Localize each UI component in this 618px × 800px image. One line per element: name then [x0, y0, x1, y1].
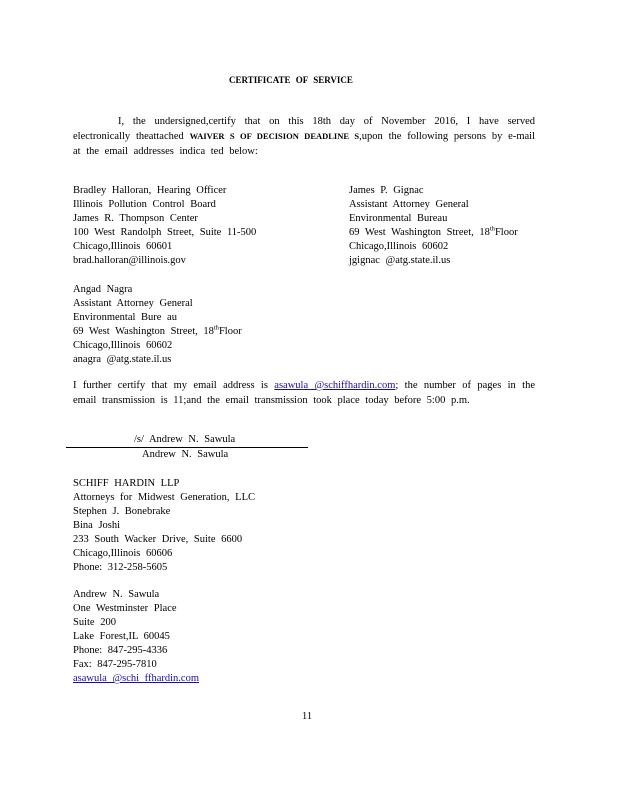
contact-phone: Phone: 847-295-4336 — [73, 645, 168, 656]
contact-block — [73, 588, 213, 686]
firm-line: Stephen J. Bonebrake — [73, 506, 171, 517]
firm-name: SCHIFF HARDIN LLP — [73, 478, 180, 489]
recipient-gignac — [349, 184, 518, 268]
address-line: James R. Thompson Center — [73, 213, 198, 224]
firm-phone: Phone: 312-258-5605 — [73, 562, 168, 573]
recipient-halloran — [73, 184, 256, 268]
address-line: James P. Gignac — [349, 185, 424, 196]
certify-text: I further certify that my email address is — [73, 380, 268, 391]
contact-line: One Westminster Place — [73, 603, 177, 614]
document-title: WAIVER S OF DECISION DEADLINE S — [189, 131, 360, 141]
address-line — [349, 226, 518, 240]
page-number: 11 — [302, 711, 313, 722]
address-line: Environmental Bureau — [349, 213, 448, 224]
ordinal-suffix: th — [213, 324, 219, 332]
firm-line: Bina Joshi — [73, 520, 121, 531]
firm-line: Attorneys for Midwest Generation, LLC — [73, 492, 256, 503]
contact-line: Lake Forest,IL 60045 — [73, 631, 170, 642]
signer-name: Andrew N. Sawula — [142, 449, 229, 460]
signature-line — [66, 447, 308, 448]
certify-paragraph — [73, 378, 535, 408]
firm-line: Chicago,Illinois 60606 — [73, 548, 173, 559]
floor-word: Floor — [218, 326, 242, 337]
ordinal-suffix: th — [489, 225, 495, 233]
page-title: CERTIFICATE OF SERVICE — [229, 75, 353, 85]
contact-email-link[interactable]: asawula @schi ffhardin.com — [73, 673, 199, 684]
email-line: anagra @atg.state.il.us — [73, 354, 172, 365]
email-line: jgignac @atg.state.il.us — [349, 255, 451, 266]
email-line: brad.halloran@illinois.gov — [73, 255, 186, 266]
signature-text: /s/ Andrew N. Sawula — [134, 434, 236, 445]
address-line: Assistant Attorney General — [73, 298, 193, 309]
contact-line: Andrew N. Sawula — [73, 589, 160, 600]
intro-text: I, the undersigned,certify that on this 18th day of November 2016, I have served electronically theattached — [73, 116, 535, 142]
intro-text-continued: ,upon the following persons by e-mail at the email addresses indica ted below: — [73, 131, 535, 157]
intro-paragraph — [73, 114, 535, 159]
address-line: Chicago,Illinois 60602 — [73, 340, 173, 351]
floor-word: Floor — [494, 227, 518, 238]
address-line: Chicago,Illinois 60601 — [73, 241, 173, 252]
address-line: Angad Nagra — [73, 284, 133, 295]
recipient-nagra — [73, 283, 242, 367]
email-link[interactable]: asawula @schiffhardin.com — [274, 380, 396, 391]
firm-line: 233 South Wacker Drive, Suite 6600 — [73, 534, 243, 545]
address-line — [73, 325, 242, 339]
address-line: Environmental Bure au — [73, 312, 177, 323]
firm-block — [73, 477, 255, 575]
address-line: Illinois Pollution Control Board — [73, 199, 216, 210]
street-address: 69 West Washington Street, 18 — [73, 326, 214, 337]
address-line: Bradley Halloran, Hearing Officer — [73, 185, 227, 196]
address-line: Chicago,Illinois 60602 — [349, 241, 449, 252]
street-address: 69 West Washington Street, 18 — [349, 227, 490, 238]
contact-fax: Fax: 847-295-7810 — [73, 659, 157, 670]
contact-line: Suite 200 — [73, 617, 116, 628]
address-line: 100 West Randolph Street, Suite 11-500 — [73, 227, 257, 238]
address-line: Assistant Attorney General — [349, 199, 469, 210]
certify-text-continued: ; the number of pages in the email transmission is 11;and the email transmission took place today before 5:00 p.m. — [73, 380, 535, 406]
